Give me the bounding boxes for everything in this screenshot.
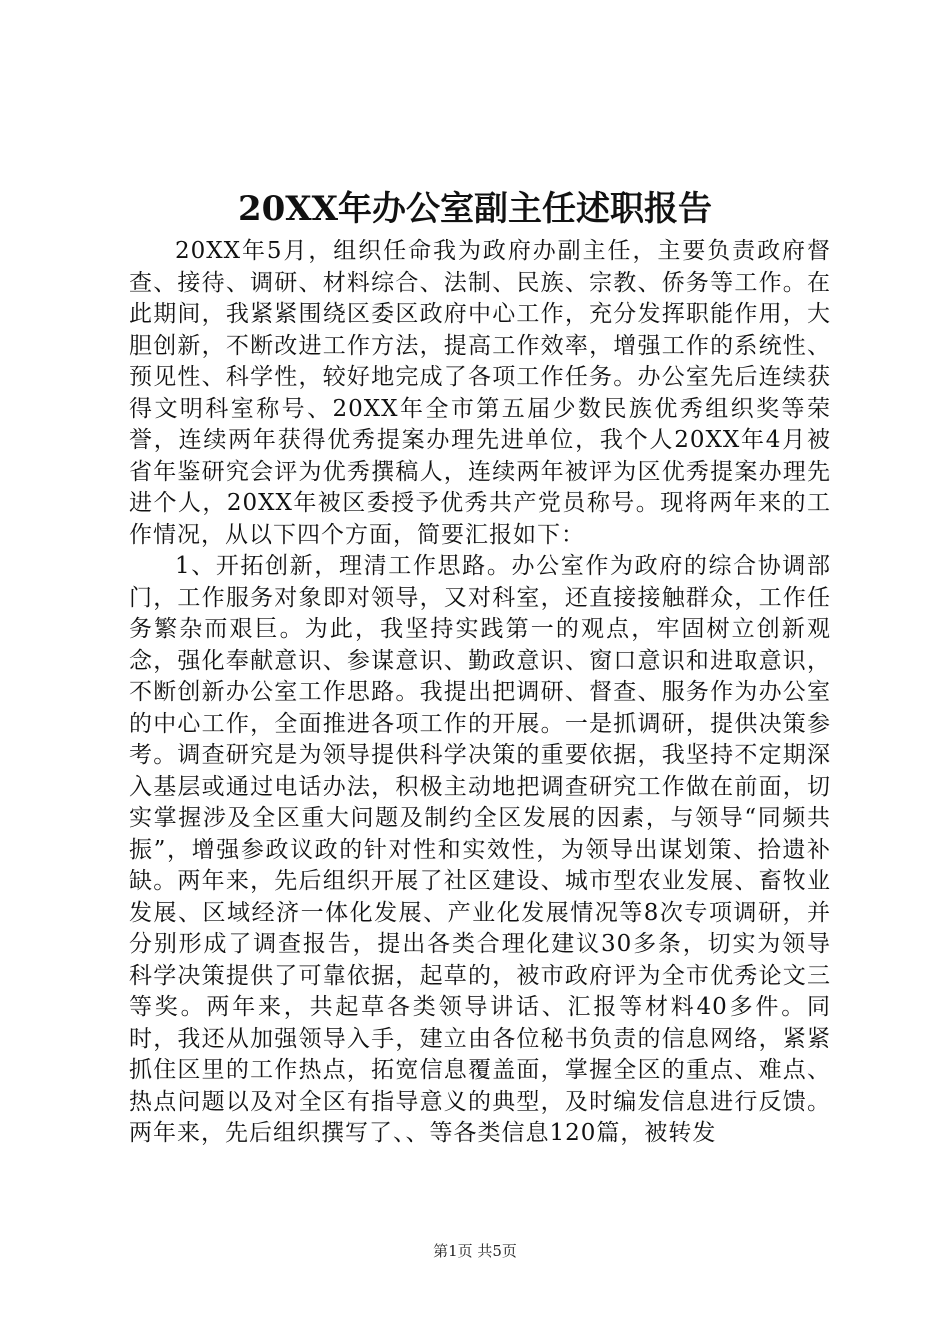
paragraph-intro: 20XX年5月，组织任命我为政府办副主任，主要负责政府督查、接待、调研、材料综合、法制、民族、宗教、侨务等工作。在此期间，我紧紧围绕区委区政府中心工作，充分发挥职能作用，大胆创新，不断改进工作方法，提高工作效率，增强工作的系统性、预见性、科学性，较好地完成了各项工作任务。办公室先后连续获得文明科室称号、20XX年全市第五届少数民族优秀组织奖等荣誉，连续两年获得优秀提案办理先进单位，我个人20XX年4月被省年鉴研究会评为优秀撰稿人，连续两年被评为区优秀提案办理先进个人，20XX年被区委授予优秀共产党员称号。现将两年来的工作情况，从以下四个方面，简要汇报如下： (129, 238, 831, 548)
document-title: 20XX年办公室副主任述职报告 (237, 189, 713, 229)
document-body (129, 236, 831, 1150)
paragraph-section-1: 1、开拓创新，理清工作思路。办公室作为政府的综合协调部门，工作服务对象即对领导，又对科室，还直接接触群众，工作任务繁杂而艰巨。为此，我坚持实践第一的观点，牢固树立创新观念，强化奉献意识、参谋意识、勤政意识、窗口意识和进取意识，不断创新办公室工作思路。我提出把调研、督查、服务作为办公室的中心工作，全面推进各项工作的开展。一是抓调研，提供决策参考。调查研究是为领导提供科学决策的重要依据，我坚持不定期深入基层或通过电话办法，积极主动地把调查研究工作做在前面，切实掌握涉及全区重大问题及制约全区发展的因素，与领导“同频共振”，增强参政议政的针对性和实效性，为领导出谋划策、拾遗补缺。两年来，先后组织开展了社区建设、城市型农业发展、畜牧业发展、区域经济一体化发展、产业化发展情况等8次专项调研，并分别形成了调查报告，提出各类合理化建议30多条，切实为领导科学决策提供了可靠依据，起草的，被市政府评为全市优秀论文三等奖。两年来，共起草各类领导讲话、汇报等材料40多件。同时，我还从加强领导入手，建立由各位秘书负责的信息网络，紧紧抓住区里的工作热点，拓宽信息覆盖面，掌握全区的重点、难点、热点问题以及对全区有指导意义的典型，及时编发信息进行反馈。两年来，先后组织撰写了、、等各类信息120篇，被转发 (129, 553, 831, 1146)
page-number-footer: 第1页 共5页 (433, 1242, 517, 1260)
